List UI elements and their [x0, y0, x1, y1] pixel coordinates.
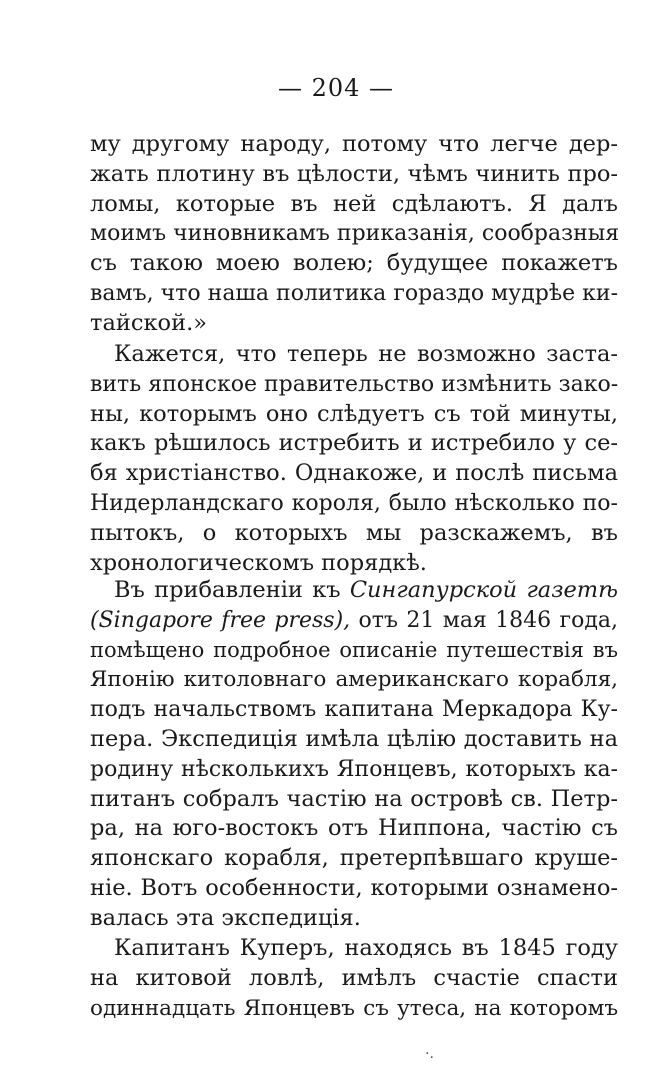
paragraph-1	[90, 130, 618, 339]
paragraph-3	[90, 576, 618, 934]
text-line: моимъ чиновникамъ приказанія, сообразныя	[90, 221, 620, 247]
text-line: ломы, которые въ ней сдѣлаютъ. Я далъ	[90, 190, 618, 217]
text-segment: Въ прибавленіи къ	[114, 577, 350, 603]
text-line: вить японское правительство измѣнить зако-	[90, 371, 619, 397]
text-line: Кажется, что теперь не возможно заста-	[114, 341, 618, 367]
text-line: японскаго корабля, претерпѣвшаго круше-	[90, 845, 618, 872]
text-line: хронологическомъ порядкѣ.	[90, 549, 427, 576]
text-line: му другому народу, потому что легче дер-	[90, 131, 618, 157]
page-number: — 204 —	[277, 74, 395, 102]
text-line: бя христіанство. Однакоже, и послѣ письма	[90, 460, 618, 487]
text-line: родину нѣсколькихъ Японцевъ, которыхъ ка-	[90, 756, 618, 782]
text-line: помѣщено подробное описаніе путешествія въ	[90, 637, 618, 662]
print-speck: ·.	[425, 1046, 434, 1062]
text-line: пытокъ, о которыхъ мы разскажемъ, въ	[90, 519, 618, 546]
text-line	[90, 606, 618, 636]
text-line: какъ рѣшилось истребить и истребило у се-	[90, 430, 618, 457]
text-line: съ такою моею волею; будущее покажетъ	[90, 250, 618, 277]
text-line: вамъ, что наша политика гораздо мудрѣе ки-	[90, 280, 618, 306]
text-segment: отъ 21 мая 1846 года,	[350, 607, 618, 633]
text-line: жать плотину въ цѣлости, чѣмъ чинить про-	[90, 160, 618, 187]
text-line: ра, на юго-востокъ отъ Ниппона, частію съ	[90, 815, 618, 842]
text-line: Нидерландскаго короля, было нѣсколько по-	[90, 490, 618, 516]
text-line: тайской.»	[90, 309, 207, 336]
paragraph-4	[90, 934, 618, 1023]
text-line: Японію китоловнаго американскаго корабля,	[90, 667, 618, 693]
text-line: ніе. Вотъ особенности, которыми ознамено-	[90, 874, 618, 901]
text-line	[90, 576, 618, 606]
text-line: валась эта экспедиція.	[90, 904, 361, 931]
text-line: питанъ собралъ частію на островѣ св. Петр-	[90, 785, 618, 812]
newspaper-title-english: (Singapore free press),	[90, 607, 351, 633]
text-line: пера. Экспедиція имѣла цѣлію доставить на	[90, 725, 618, 752]
text-line: подъ начальствомъ капитана Меркадора Ку-	[90, 697, 618, 723]
newspaper-title: Сингапурской газетѣ	[349, 577, 618, 603]
paragraph-2	[90, 340, 618, 578]
text-line: на китовой ловлѣ, имѣлъ счастіе спасти	[90, 964, 618, 991]
text-line: одиннадцать Японцевъ съ утеса, на которомъ	[90, 995, 618, 1021]
text-line: ны, которымъ оно слѣдуетъ съ той минуты,	[90, 400, 618, 427]
text-line: Капитанъ Куперъ, находясь въ 1845 году	[114, 935, 618, 961]
